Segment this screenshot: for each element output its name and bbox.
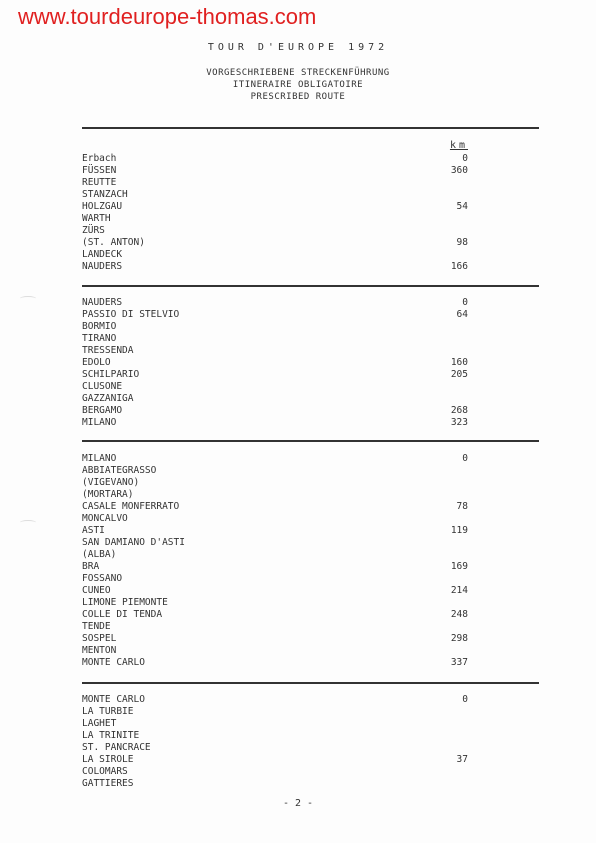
km-value: 268 — [450, 405, 468, 416]
route-row — [82, 345, 472, 357]
km-value: 37 — [456, 754, 468, 765]
document-title: TOUR D'EUROPE 1972 — [207, 42, 389, 53]
place-name: MONTE CARLO — [82, 694, 145, 705]
route-section-2 — [82, 297, 472, 429]
route-row — [82, 645, 472, 657]
km-value: 78 — [456, 501, 468, 512]
km-value: 248 — [450, 609, 468, 620]
place-name: EDOLO — [82, 357, 111, 368]
subtitle-german: VORGESCHRIEBENE STRECKENFÜHRUNG — [206, 68, 390, 78]
subtitle-english: PRESCRIBED ROUTE — [250, 92, 346, 102]
place-name: ASTI — [82, 525, 105, 536]
place-name: COLOMARS — [82, 766, 128, 777]
km-value: 54 — [456, 201, 468, 212]
route-row — [82, 381, 472, 393]
route-row — [82, 706, 472, 718]
route-row — [82, 742, 472, 754]
place-name: LIMONE PIEMONTE — [82, 597, 168, 608]
place-name: CASALE MONFERRATO — [82, 501, 180, 512]
route-row — [82, 718, 472, 730]
place-name: MONTE CARLO — [82, 657, 145, 668]
place-name: (ALBA) — [82, 549, 117, 560]
route-section-1 — [82, 153, 472, 273]
punch-hole-mark — [20, 520, 36, 525]
km-value: 205 — [450, 369, 468, 380]
route-row — [82, 261, 472, 273]
route-row — [82, 393, 472, 405]
place-name: ST. PANCRACE — [82, 742, 151, 753]
place-name: MILANO — [82, 417, 117, 428]
route-row — [82, 333, 472, 345]
place-name: COLLE DI TENDA — [82, 609, 163, 620]
route-row — [82, 633, 472, 645]
km-value: 0 — [462, 694, 468, 705]
divider-1 — [82, 285, 539, 287]
place-name: SOSPEL — [82, 633, 117, 644]
place-name: WARTH — [82, 213, 111, 224]
route-section-3 — [82, 453, 472, 669]
place-name: FOSSANO — [82, 573, 123, 584]
place-name: PASSIO DI STELVIO — [82, 309, 180, 320]
place-name: CLUSONE — [82, 381, 123, 392]
place-name: LA TURBIE — [82, 706, 134, 717]
route-row — [82, 465, 472, 477]
km-value: 160 — [450, 357, 468, 368]
route-row — [82, 453, 472, 465]
km-value: 0 — [462, 153, 468, 164]
km-value: 98 — [456, 237, 468, 248]
subtitle-french: ITINERAIRE OBLIGATOIRE — [232, 80, 364, 90]
route-row — [82, 489, 472, 501]
punch-hole-mark — [20, 296, 36, 301]
place-name: TENDE — [82, 621, 111, 632]
place-name: TRESSENDA — [82, 345, 134, 356]
route-row — [82, 730, 472, 742]
km-value: 166 — [450, 261, 468, 272]
place-name: ZÜRS — [82, 225, 105, 236]
route-row — [82, 778, 472, 790]
km-column-header: km — [449, 140, 468, 151]
place-name: HOLZGAU — [82, 201, 123, 212]
km-value: 214 — [450, 585, 468, 596]
km-value: 337 — [450, 657, 468, 668]
route-row — [82, 501, 472, 513]
page-number: - 2 - — [282, 798, 314, 809]
place-name: GAZZANIGA — [82, 393, 134, 404]
route-row — [82, 225, 472, 237]
place-name: STANZACH — [82, 189, 128, 200]
route-row — [82, 621, 472, 633]
place-name: BERGAMO — [82, 405, 123, 416]
route-row — [82, 754, 472, 766]
route-row — [82, 585, 472, 597]
place-name: TIRANO — [82, 333, 117, 344]
place-name: LAGHET — [82, 718, 117, 729]
km-value: 0 — [462, 297, 468, 308]
route-row — [82, 477, 472, 489]
divider-2 — [82, 440, 539, 442]
place-name: NAUDERS — [82, 297, 123, 308]
km-value: 298 — [450, 633, 468, 644]
route-row — [82, 309, 472, 321]
km-value: 64 — [456, 309, 468, 320]
route-row — [82, 549, 472, 561]
route-row — [82, 369, 472, 381]
place-name: REUTTE — [82, 177, 117, 188]
route-row — [82, 537, 472, 549]
place-name: MONCALVO — [82, 513, 128, 524]
route-row — [82, 189, 472, 201]
route-row — [82, 213, 472, 225]
watermark-url: www.tourdeurope-thomas.com — [18, 4, 317, 29]
place-name: MILANO — [82, 453, 117, 464]
route-row — [82, 561, 472, 573]
route-row — [82, 357, 472, 369]
place-name: MENTON — [82, 645, 117, 656]
km-value: 360 — [450, 165, 468, 176]
divider-top — [82, 127, 539, 129]
divider-3 — [82, 682, 539, 684]
route-row — [82, 201, 472, 213]
place-name: Erbach — [82, 153, 117, 164]
route-row — [82, 165, 472, 177]
place-name: LA TRINITE — [82, 730, 140, 741]
km-value: 169 — [450, 561, 468, 572]
route-row — [82, 417, 472, 429]
route-row — [82, 766, 472, 778]
place-name: SCHILPARIO — [82, 369, 140, 380]
place-name: ABBIATEGRASSO — [82, 465, 157, 476]
route-row — [82, 513, 472, 525]
route-row — [82, 525, 472, 537]
route-row — [82, 321, 472, 333]
place-name: SAN DAMIANO D'ASTI — [82, 537, 185, 548]
km-value: 119 — [450, 525, 468, 536]
route-row — [82, 153, 472, 165]
place-name: FÜSSEN — [82, 165, 117, 176]
place-name: NAUDERS — [82, 261, 123, 272]
route-row — [82, 237, 472, 249]
km-value: 323 — [450, 417, 468, 428]
route-row — [82, 597, 472, 609]
place-name: LANDECK — [82, 249, 123, 260]
km-value: 0 — [462, 453, 468, 464]
route-row — [82, 609, 472, 621]
route-row — [82, 297, 472, 309]
route-row — [82, 249, 472, 261]
place-name: LA SIROLE — [82, 754, 134, 765]
route-row — [82, 177, 472, 189]
place-name: CUNEO — [82, 585, 111, 596]
place-name: (ST. ANTON) — [82, 237, 145, 248]
place-name: BORMIO — [82, 321, 117, 332]
route-row — [82, 405, 472, 417]
place-name: GATTIERES — [82, 778, 134, 789]
route-row — [82, 657, 472, 669]
route-row — [82, 573, 472, 585]
place-name: (VIGEVANO) — [82, 477, 140, 488]
route-section-4 — [82, 694, 472, 790]
route-row — [82, 694, 472, 706]
place-name: (MORTARA) — [82, 489, 134, 500]
place-name: BRA — [82, 561, 100, 572]
